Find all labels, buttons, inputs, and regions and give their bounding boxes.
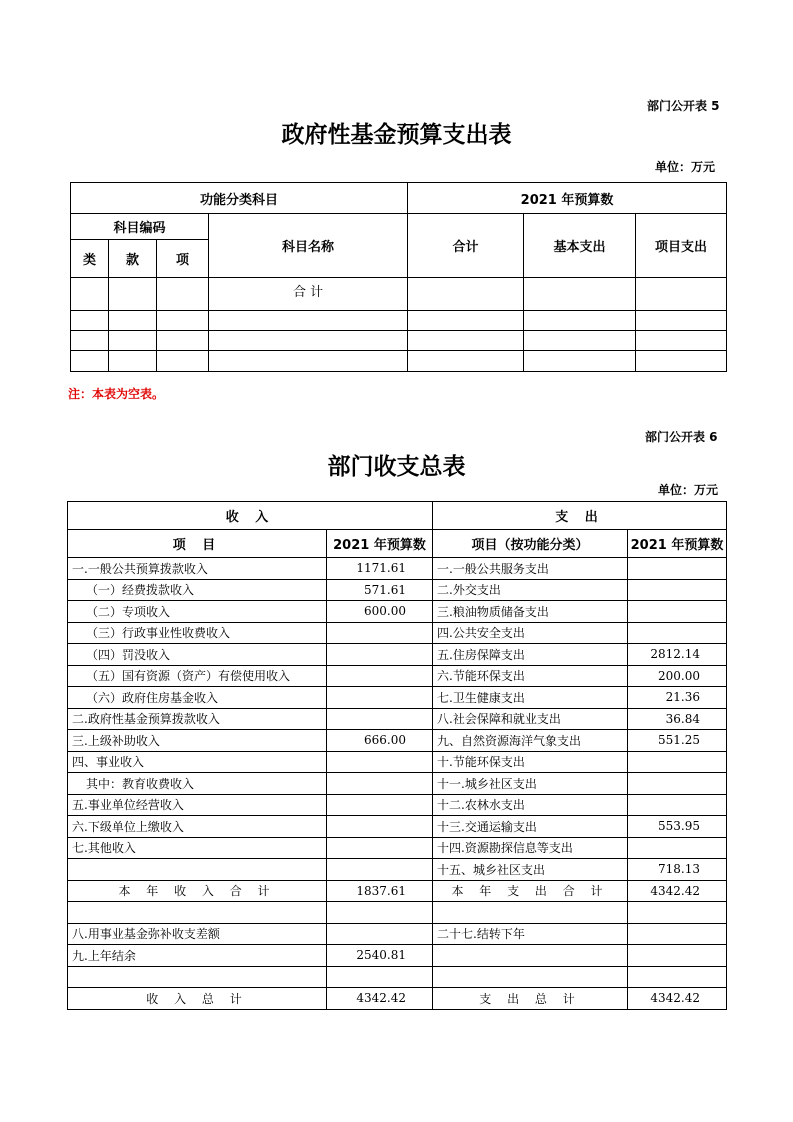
table-row — [68, 837, 727, 859]
income-item-cell: 五.事业单位经营收入 — [68, 794, 327, 816]
expense-item-cell: 九、自然资源海洋气象支出 — [433, 730, 628, 752]
table-row — [71, 311, 727, 331]
income-item-cell: 六.下级单位上缴收入 — [68, 816, 327, 838]
income-item-cell: 一.一般公共预算拨款收入 — [68, 558, 327, 580]
expense-value-cell: 21.36 — [628, 687, 727, 709]
table-cell — [157, 278, 209, 311]
expense-value-cell: 718.13 — [628, 859, 727, 881]
income-item-cell: （二）专项收入 — [68, 601, 327, 623]
income-item-cell: （六）政府住房基金收入 — [68, 687, 327, 709]
income-value-cell — [327, 622, 433, 644]
expense-value-cell: 553.95 — [628, 816, 727, 838]
expense-item-cell: 本 年 支 出 合 计 — [433, 880, 628, 902]
expense-item-cell: 十二.农林水支出 — [433, 794, 628, 816]
page-title-6: 部门收支总表 — [327, 454, 466, 480]
government-fund-table — [70, 182, 727, 372]
income-value-cell: 571.61 — [327, 579, 433, 601]
income-value-cell: 600.00 — [327, 601, 433, 623]
income-item-cell: （三）行政事业性收费收入 — [68, 622, 327, 644]
income-item-cell: 其中：教育收费收入 — [68, 773, 327, 795]
expense-value-cell: 4342.42 — [628, 880, 727, 902]
income-value-cell — [327, 966, 433, 988]
expense-value-cell — [628, 837, 727, 859]
income-item-cell: 二.政府性基金预算拨款收入 — [68, 708, 327, 730]
header-subject-name: 科目名称 — [209, 214, 408, 278]
total-row-label: 合 计 — [209, 278, 408, 311]
header-budget-income: 2021 年预算数 — [327, 530, 433, 558]
table-row — [68, 966, 727, 988]
header-total: 合计 — [408, 214, 524, 278]
income-value-cell — [327, 923, 433, 945]
expense-item-cell: 十五、城乡社区支出 — [433, 859, 628, 881]
expense-item-cell — [433, 966, 628, 988]
expense-value-cell — [628, 622, 727, 644]
expense-value-cell: 36.84 — [628, 708, 727, 730]
page-title-5: 政府性基金预算支出表 — [281, 122, 512, 148]
income-value-cell — [327, 665, 433, 687]
expense-item-cell: 十三.交通运输支出 — [433, 816, 628, 838]
header-income: 收 入 — [68, 502, 433, 530]
income-value-cell — [327, 837, 433, 859]
table-row — [68, 945, 727, 967]
table-row — [68, 708, 727, 730]
income-value-cell — [327, 794, 433, 816]
header-item: 项 目 — [68, 530, 327, 558]
header-budget-expense: 2021 年预算数 — [628, 530, 727, 558]
expense-item-cell: 五.住房保障支出 — [433, 644, 628, 666]
income-value-cell: 1837.61 — [327, 880, 433, 902]
income-value-cell — [327, 708, 433, 730]
income-value-cell — [327, 773, 433, 795]
income-item-cell: 七.其他收入 — [68, 837, 327, 859]
income-value-cell: 666.00 — [327, 730, 433, 752]
header-kuan: 款 — [109, 240, 157, 278]
expense-value-cell — [628, 966, 727, 988]
income-item-cell: （四）罚没收入 — [68, 644, 327, 666]
income-item-cell — [68, 859, 327, 881]
table-row — [68, 751, 727, 773]
expense-item-cell: 支 出 总 计 — [433, 988, 628, 1010]
table-row — [68, 816, 727, 838]
income-value-cell: 4342.42 — [327, 988, 433, 1010]
table-row — [68, 880, 727, 902]
table-cell — [524, 278, 636, 311]
income-value-cell — [327, 902, 433, 924]
table-row — [68, 923, 727, 945]
table-row — [68, 665, 727, 687]
table-cell — [71, 278, 109, 311]
income-item-cell — [68, 902, 327, 924]
table-row — [68, 558, 727, 580]
expense-value-cell — [628, 558, 727, 580]
expense-item-cell: 十四.资源勘探信息等支出 — [433, 837, 628, 859]
income-item-cell: 三.上级补助收入 — [68, 730, 327, 752]
expense-item-cell: 八.社会保障和就业支出 — [433, 708, 628, 730]
expense-value-cell: 4342.42 — [628, 988, 727, 1010]
expense-item-cell: 一.一般公共服务支出 — [433, 558, 628, 580]
empty-table-note: 注：本表为空表。 — [68, 387, 165, 401]
expense-item-cell: 七.卫生健康支出 — [433, 687, 628, 709]
table-row — [68, 687, 727, 709]
expense-value-cell — [628, 945, 727, 967]
table-row — [68, 730, 727, 752]
header-basic-expense: 基本支出 — [524, 214, 636, 278]
table-tag-5: 部门公开表 5 — [647, 99, 720, 113]
expense-value-cell: 2812.14 — [628, 644, 727, 666]
expense-item-cell: 六.节能环保支出 — [433, 665, 628, 687]
expense-value-cell — [628, 601, 727, 623]
expense-item-cell — [433, 902, 628, 924]
income-item-cell: 九.上年结余 — [68, 945, 327, 967]
expense-item-cell: 三.粮油物质储备支出 — [433, 601, 628, 623]
table-row — [68, 579, 727, 601]
header-func-class: 功能分类科目 — [71, 183, 408, 214]
table-cell — [408, 278, 524, 311]
header-project-expense: 项目支出 — [636, 214, 727, 278]
expense-item-cell — [433, 945, 628, 967]
table-row — [68, 902, 727, 924]
table-cell — [636, 278, 727, 311]
expense-value-cell: 200.00 — [628, 665, 727, 687]
income-value-cell — [327, 816, 433, 838]
expense-value-cell — [628, 773, 727, 795]
income-value-cell — [327, 687, 433, 709]
income-item-cell: 本 年 收 入 合 计 — [68, 880, 327, 902]
expense-value-cell — [628, 794, 727, 816]
income-value-cell — [327, 859, 433, 881]
department-income-expense-table — [67, 501, 727, 1010]
table-row — [68, 988, 727, 1010]
expense-value-cell — [628, 902, 727, 924]
expense-item-cell: 十一.城乡社区支出 — [433, 773, 628, 795]
header-xiang: 项 — [157, 240, 209, 278]
table-row — [71, 351, 727, 372]
expense-value-cell — [628, 923, 727, 945]
table-row — [68, 794, 727, 816]
income-item-cell: 八.用事业基金弥补收支差额 — [68, 923, 327, 945]
income-item-cell: （五）国有资源（资产）有偿使用收入 — [68, 665, 327, 687]
income-item-cell: （一）经费拨款收入 — [68, 579, 327, 601]
table-row — [71, 331, 727, 351]
income-value-cell — [327, 644, 433, 666]
income-value-cell — [327, 751, 433, 773]
expense-item-cell: 四.公共安全支出 — [433, 622, 628, 644]
income-value-cell: 1171.61 — [327, 558, 433, 580]
expense-item-cell: 二.外交支出 — [433, 579, 628, 601]
table-row — [68, 644, 727, 666]
header-budget-2021: 2021 年预算数 — [408, 183, 727, 214]
income-item-cell — [68, 966, 327, 988]
expense-value-cell — [628, 751, 727, 773]
table-row — [68, 601, 727, 623]
unit-label-6: 单位：万元 — [658, 483, 719, 497]
table-row — [68, 859, 727, 881]
table-cell — [109, 278, 157, 311]
header-item-func: 项目（按功能分类） — [433, 530, 628, 558]
table-tag-6: 部门公开表 6 — [645, 430, 718, 444]
expense-item-cell: 二十七.结转下年 — [433, 923, 628, 945]
table-row — [68, 622, 727, 644]
header-expense: 支 出 — [433, 502, 727, 530]
income-value-cell: 2540.81 — [327, 945, 433, 967]
expense-value-cell: 551.25 — [628, 730, 727, 752]
header-subject-code: 科目编码 — [71, 214, 209, 240]
expense-item-cell: 十.节能环保支出 — [433, 751, 628, 773]
header-lei: 类 — [71, 240, 109, 278]
table-row — [68, 773, 727, 795]
unit-label-5: 单位：万元 — [655, 160, 716, 174]
income-item-cell: 收 入 总 计 — [68, 988, 327, 1010]
expense-value-cell — [628, 579, 727, 601]
income-item-cell: 四、事业收入 — [68, 751, 327, 773]
